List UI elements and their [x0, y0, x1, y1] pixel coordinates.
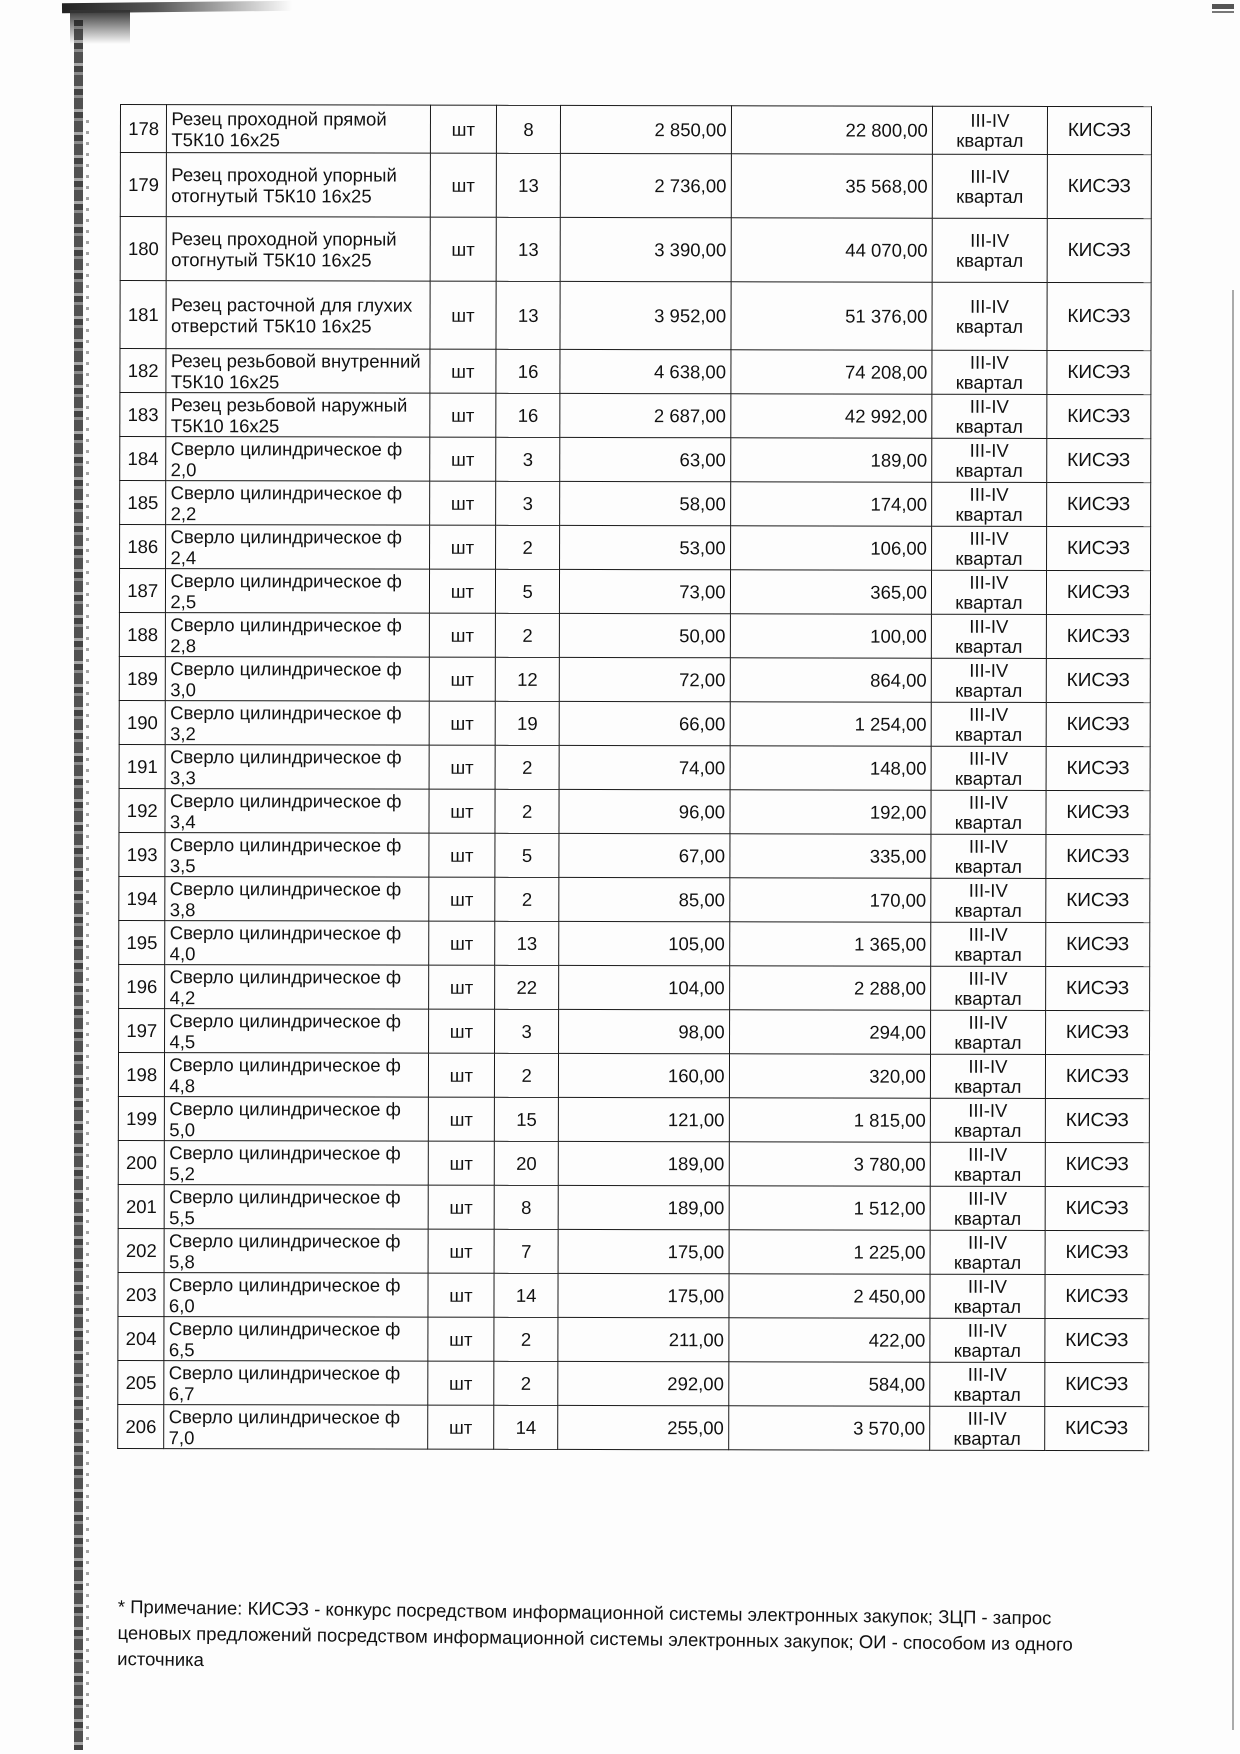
quantity-cell: 13 — [496, 153, 560, 217]
procurement-method-cell: КИСЭЗ — [1047, 106, 1151, 154]
quantity-cell: 3 — [496, 437, 560, 481]
delivery-period-cell: III-IV квартал — [932, 482, 1047, 526]
unit-cell: шт — [428, 1097, 494, 1141]
unit-cell: шт — [430, 153, 496, 217]
quantity-cell: 7 — [494, 1229, 558, 1273]
row-number-cell: 189 — [119, 656, 166, 700]
total-amount-cell: 1 225,00 — [729, 1230, 930, 1274]
delivery-period-cell: III-IV квартал — [930, 1362, 1045, 1406]
delivery-period-cell: III-IV квартал — [931, 702, 1046, 746]
delivery-period-cell: III-IV квартал — [931, 526, 1046, 570]
table-row — [118, 1272, 1149, 1318]
procurement-method-cell: КИСЭЗ — [1045, 1054, 1149, 1098]
item-name-cell: Сверло цилиндрическое ф 6,0 — [164, 1273, 427, 1318]
unit-price-cell: 67,00 — [559, 833, 729, 877]
unit-cell: шт — [429, 701, 495, 745]
item-name-cell: Сверло цилиндрическое ф 4,2 — [165, 965, 428, 1010]
table-row — [119, 569, 1150, 615]
table-row — [118, 1184, 1149, 1230]
procurement-method-cell: КИСЭЗ — [1047, 282, 1151, 350]
table-row — [118, 1228, 1149, 1274]
table-row — [119, 1008, 1150, 1054]
table-body — [118, 105, 1152, 1451]
total-amount-cell: 189,00 — [730, 438, 931, 482]
row-number-cell: 184 — [120, 437, 167, 481]
table-row — [118, 1360, 1149, 1406]
procurement-method-cell: КИСЭЗ — [1046, 570, 1150, 614]
procurement-method-cell: КИСЭЗ — [1045, 1098, 1149, 1142]
footnote: * Примечание: КИСЭЗ - конкурс посредством информационной системы электронных закупок; ЗЦП - запрос ценовых предложений посредством информационной системы электронных закупок; ОИ - способом из одного источника — [117, 1595, 1073, 1671]
item-name-cell: Сверло цилиндрическое ф 2,2 — [166, 481, 429, 526]
total-amount-cell: 22 800,00 — [731, 106, 932, 154]
quantity-cell: 13 — [496, 217, 560, 281]
procurement-method-cell: КИСЭЗ — [1047, 438, 1151, 482]
quantity-cell: 2 — [496, 525, 560, 569]
total-amount-cell: 192,00 — [730, 790, 931, 834]
total-amount-cell: 2 450,00 — [729, 1274, 930, 1318]
table-row — [120, 153, 1151, 219]
quantity-cell: 8 — [494, 1185, 558, 1229]
quantity-cell: 5 — [495, 833, 559, 877]
table-row — [120, 349, 1151, 395]
unit-cell: шт — [427, 1361, 493, 1405]
table-row — [119, 964, 1150, 1010]
unit-price-cell: 175,00 — [558, 1229, 728, 1273]
table-row — [118, 1316, 1149, 1362]
quantity-cell: 3 — [496, 481, 560, 525]
quantity-cell: 8 — [496, 105, 560, 153]
delivery-period-cell: III-IV квартал — [931, 658, 1046, 702]
delivery-period-cell: III-IV квартал — [931, 746, 1046, 790]
table-row — [119, 744, 1150, 790]
quantity-cell: 2 — [495, 877, 559, 921]
total-amount-cell: 74 208,00 — [730, 350, 931, 394]
row-number-cell: 195 — [119, 920, 166, 964]
unit-price-cell: 2 736,00 — [560, 153, 730, 217]
delivery-period-cell: III-IV квартал — [930, 1230, 1045, 1274]
unit-cell: шт — [429, 613, 495, 657]
delivery-period-cell: III-IV квартал — [932, 394, 1047, 438]
procurement-method-cell: КИСЭЗ — [1047, 154, 1151, 218]
item-name-cell: Сверло цилиндрическое ф 3,0 — [166, 657, 429, 702]
table-row — [119, 832, 1150, 878]
quantity-cell: 16 — [496, 393, 560, 437]
unit-cell: шт — [428, 1185, 494, 1229]
unit-price-cell: 4 638,00 — [560, 349, 730, 393]
unit-cell: шт — [428, 1141, 494, 1185]
table-row — [118, 1096, 1149, 1142]
delivery-period-cell: III-IV квартал — [931, 570, 1046, 614]
unit-cell: шт — [430, 217, 496, 281]
item-name-cell: Резец резьбовой наружный Т5К10 16х25 — [166, 393, 429, 438]
quantity-cell: 16 — [496, 349, 560, 393]
row-number-cell: 198 — [118, 1052, 165, 1096]
total-amount-cell: 1 815,00 — [729, 1098, 930, 1142]
delivery-period-cell: III-IV квартал — [931, 834, 1046, 878]
total-amount-cell: 3 570,00 — [728, 1406, 929, 1450]
procurement-method-cell: КИСЭЗ — [1046, 746, 1150, 790]
delivery-period-cell: III-IV квартал — [930, 1098, 1045, 1142]
row-number-cell: 206 — [118, 1404, 165, 1448]
table-row — [119, 920, 1150, 966]
quantity-cell: 15 — [494, 1097, 558, 1141]
unit-price-cell: 63,00 — [560, 437, 730, 481]
unit-price-cell: 50,00 — [560, 613, 730, 657]
unit-cell: шт — [430, 349, 496, 393]
quantity-cell: 2 — [494, 1053, 558, 1097]
row-number-cell: 188 — [119, 612, 166, 656]
unit-cell: шт — [429, 437, 495, 481]
row-number-cell: 190 — [119, 700, 166, 744]
procurement-method-cell: КИСЭЗ — [1045, 1230, 1149, 1274]
procurement-method-cell: КИСЭЗ — [1045, 1406, 1149, 1450]
unit-cell: шт — [430, 393, 496, 437]
table-row — [119, 612, 1150, 658]
quantity-cell: 14 — [494, 1273, 558, 1317]
row-number-cell: 179 — [120, 153, 167, 217]
delivery-period-cell: III-IV квартал — [932, 350, 1047, 394]
row-number-cell: 187 — [119, 569, 166, 613]
item-name-cell: Сверло цилиндрическое ф 3,5 — [165, 833, 428, 878]
total-amount-cell: 100,00 — [730, 614, 931, 658]
row-number-cell: 203 — [118, 1272, 165, 1316]
total-amount-cell: 170,00 — [729, 878, 930, 922]
procurement-method-cell: КИСЭЗ — [1045, 1186, 1149, 1230]
unit-price-cell: 2 850,00 — [561, 105, 731, 153]
scan-edge-mark — [1212, 4, 1234, 9]
unit-cell: шт — [428, 921, 494, 965]
delivery-period-cell: III-IV квартал — [932, 218, 1047, 282]
table-row — [118, 1052, 1149, 1098]
table-row — [118, 1404, 1149, 1450]
total-amount-cell: 294,00 — [729, 1010, 930, 1054]
unit-cell: шт — [429, 877, 495, 921]
item-name-cell: Сверло цилиндрическое ф 2,8 — [166, 613, 429, 658]
procurement-method-cell: КИСЭЗ — [1047, 218, 1151, 282]
unit-price-cell: 160,00 — [559, 1053, 729, 1097]
row-number-cell: 178 — [120, 105, 167, 153]
unit-price-cell: 121,00 — [559, 1097, 729, 1141]
item-name-cell: Сверло цилиндрическое ф 5,2 — [165, 1141, 428, 1186]
item-name-cell: Резец расточной для глухих отверстий Т5К10 16х25 — [166, 281, 429, 350]
quantity-cell: 19 — [495, 701, 559, 745]
row-number-cell: 202 — [118, 1228, 165, 1272]
unit-price-cell: 85,00 — [559, 877, 729, 921]
total-amount-cell: 1 254,00 — [730, 702, 931, 746]
quantity-cell: 22 — [495, 965, 559, 1009]
procurement-method-cell: КИСЭЗ — [1046, 922, 1150, 966]
item-name-cell: Резец проходной прямой Т5К10 16х25 — [167, 105, 430, 154]
unit-cell: шт — [430, 105, 496, 153]
row-number-cell: 185 — [120, 481, 167, 525]
unit-price-cell: 66,00 — [559, 701, 729, 745]
procurement-method-cell: КИСЭЗ — [1047, 482, 1151, 526]
quantity-cell: 3 — [495, 1009, 559, 1053]
unit-cell: шт — [428, 1229, 494, 1273]
item-name-cell: Сверло цилиндрическое ф 2,4 — [166, 525, 429, 570]
unit-cell: шт — [428, 1273, 494, 1317]
scan-edge-mark — [1212, 11, 1234, 13]
total-amount-cell: 106,00 — [730, 526, 931, 570]
total-amount-cell: 1 512,00 — [729, 1186, 930, 1230]
item-name-cell: Сверло цилиндрическое ф 7,0 — [164, 1405, 427, 1450]
row-number-cell: 204 — [118, 1316, 165, 1360]
unit-price-cell: 189,00 — [558, 1141, 728, 1185]
procurement-method-cell: КИСЭЗ — [1045, 1318, 1149, 1362]
table-row — [120, 481, 1151, 527]
item-name-cell: Сверло цилиндрическое ф 4,8 — [165, 1053, 428, 1098]
unit-cell: шт — [429, 745, 495, 789]
row-number-cell: 196 — [119, 964, 166, 1008]
row-number-cell: 191 — [119, 744, 166, 788]
item-name-cell: Сверло цилиндрическое ф 6,7 — [164, 1361, 427, 1406]
total-amount-cell: 1 365,00 — [729, 922, 930, 966]
unit-cell: шт — [428, 965, 494, 1009]
delivery-period-cell: III-IV квартал — [931, 966, 1046, 1010]
table-row — [120, 437, 1151, 483]
row-number-cell: 181 — [120, 281, 167, 349]
row-number-cell: 199 — [118, 1096, 165, 1140]
quantity-cell: 2 — [495, 789, 559, 833]
item-name-cell: Резец резьбовой внутренний Т5К10 16х25 — [166, 349, 429, 394]
delivery-period-cell: III-IV квартал — [930, 1054, 1045, 1098]
total-amount-cell: 42 992,00 — [730, 394, 931, 438]
item-name-cell: Резец проходной упорный отогнутый Т5К10 16х25 — [167, 217, 430, 282]
procurement-method-cell: КИСЭЗ — [1046, 878, 1150, 922]
delivery-period-cell: III-IV квартал — [931, 878, 1046, 922]
delivery-period-cell: III-IV квартал — [932, 282, 1047, 350]
quantity-cell: 5 — [496, 569, 560, 613]
unit-cell: шт — [430, 281, 497, 349]
unit-price-cell: 98,00 — [559, 1009, 729, 1053]
unit-price-cell: 2 687,00 — [560, 393, 730, 437]
unit-price-cell: 3 952,00 — [560, 281, 730, 349]
quantity-cell: 14 — [494, 1405, 558, 1449]
procurement-method-cell: КИСЭЗ — [1045, 1010, 1149, 1054]
total-amount-cell: 864,00 — [730, 658, 931, 702]
total-amount-cell: 365,00 — [730, 570, 931, 614]
unit-price-cell: 73,00 — [560, 569, 730, 613]
unit-price-cell: 96,00 — [559, 789, 729, 833]
row-number-cell: 180 — [120, 217, 167, 281]
procurement-method-cell: КИСЭЗ — [1046, 658, 1150, 702]
document-sheet — [117, 104, 1152, 1451]
total-amount-cell: 51 376,00 — [731, 282, 932, 350]
total-amount-cell: 2 288,00 — [729, 966, 930, 1010]
unit-price-cell: 3 390,00 — [560, 217, 730, 281]
row-number-cell: 205 — [118, 1360, 165, 1404]
total-amount-cell: 148,00 — [730, 746, 931, 790]
unit-cell: шт — [428, 1317, 494, 1361]
procurement-method-cell: КИСЭЗ — [1047, 394, 1151, 438]
procurement-method-cell: КИСЭЗ — [1046, 790, 1150, 834]
row-number-cell: 192 — [119, 788, 166, 832]
procurement-method-cell: КИСЭЗ — [1046, 702, 1150, 746]
item-name-cell: Сверло цилиндрическое ф 5,8 — [165, 1229, 428, 1274]
delivery-period-cell: III-IV квартал — [930, 1274, 1045, 1318]
total-amount-cell: 44 070,00 — [731, 218, 932, 282]
item-name-cell: Сверло цилиндрическое ф 4,5 — [165, 1009, 428, 1054]
procurement-method-cell: КИСЭЗ — [1046, 834, 1150, 878]
table-row — [119, 876, 1150, 922]
scan-edge-mark — [86, 120, 89, 1740]
item-name-cell: Сверло цилиндрическое ф 5,0 — [165, 1097, 428, 1142]
unit-price-cell: 104,00 — [559, 965, 729, 1009]
delivery-period-cell: III-IV квартал — [931, 790, 1046, 834]
total-amount-cell: 335,00 — [729, 834, 930, 878]
delivery-period-cell: III-IV квартал — [930, 1318, 1045, 1362]
procurement-method-cell: КИСЭЗ — [1045, 1274, 1149, 1318]
table-row — [120, 217, 1151, 283]
quantity-cell: 2 — [495, 745, 559, 789]
scan-edge-mark — [74, 20, 83, 1750]
row-number-cell: 193 — [119, 832, 166, 876]
quantity-cell: 2 — [494, 1361, 558, 1405]
unit-cell: шт — [428, 1053, 494, 1097]
quantity-cell: 2 — [495, 613, 559, 657]
item-name-cell: Сверло цилиндрическое ф 3,8 — [165, 877, 428, 922]
total-amount-cell: 35 568,00 — [731, 154, 932, 218]
procurement-method-cell: КИСЭЗ — [1046, 966, 1150, 1010]
unit-price-cell: 189,00 — [558, 1185, 728, 1229]
total-amount-cell: 320,00 — [729, 1054, 930, 1098]
item-name-cell: Сверло цилиндрическое ф 3,3 — [166, 745, 429, 790]
unit-price-cell: 211,00 — [558, 1317, 728, 1361]
delivery-period-cell: III-IV квартал — [930, 1010, 1045, 1054]
unit-price-cell: 255,00 — [558, 1405, 728, 1449]
delivery-period-cell: III-IV квартал — [932, 106, 1047, 154]
delivery-period-cell: III-IV квартал — [930, 1142, 1045, 1186]
total-amount-cell: 3 780,00 — [729, 1142, 930, 1186]
row-number-cell: 182 — [120, 349, 167, 393]
table-row — [120, 105, 1151, 155]
procurement-method-cell: КИСЭЗ — [1046, 526, 1150, 570]
item-name-cell: Резец проходной упорный отогнутый Т5К10 16х25 — [167, 153, 430, 218]
item-name-cell: Сверло цилиндрическое ф 5,5 — [165, 1185, 428, 1230]
row-number-cell: 183 — [120, 393, 167, 437]
total-amount-cell: 174,00 — [730, 482, 931, 526]
unit-cell: шт — [429, 833, 495, 877]
table-row — [120, 393, 1151, 439]
unit-cell: шт — [429, 657, 495, 701]
item-name-cell: Сверло цилиндрическое ф 3,4 — [165, 789, 428, 834]
row-number-cell: 201 — [118, 1184, 165, 1228]
unit-price-cell: 72,00 — [559, 657, 729, 701]
row-number-cell: 186 — [120, 525, 167, 569]
unit-price-cell: 292,00 — [558, 1361, 728, 1405]
table-row — [120, 281, 1151, 351]
table-row — [120, 525, 1151, 571]
delivery-period-cell: III-IV квартал — [930, 1406, 1045, 1450]
row-number-cell: 200 — [118, 1140, 165, 1184]
unit-cell: шт — [429, 481, 495, 525]
procurement-table — [117, 104, 1152, 1451]
procurement-method-cell: КИСЭЗ — [1045, 1362, 1149, 1406]
item-name-cell: Сверло цилиндрическое ф 4,0 — [165, 921, 428, 966]
table-row — [119, 656, 1150, 702]
unit-cell: шт — [427, 1405, 493, 1449]
item-name-cell: Сверло цилиндрическое ф 3,2 — [166, 701, 429, 746]
row-number-cell: 197 — [119, 1008, 166, 1052]
unit-price-cell: 58,00 — [560, 481, 730, 525]
delivery-period-cell: III-IV квартал — [931, 922, 1046, 966]
scan-edge-mark — [1232, 290, 1234, 1730]
quantity-cell: 12 — [495, 657, 559, 701]
row-number-cell: 194 — [119, 876, 166, 920]
table-row — [119, 788, 1150, 834]
item-name-cell: Сверло цилиндрическое ф 6,5 — [164, 1317, 427, 1362]
total-amount-cell: 584,00 — [728, 1362, 929, 1406]
delivery-period-cell: III-IV квартал — [931, 614, 1046, 658]
item-name-cell: Сверло цилиндрическое ф 2,0 — [166, 437, 429, 482]
unit-cell: шт — [429, 789, 495, 833]
procurement-method-cell: КИСЭЗ — [1045, 1142, 1149, 1186]
quantity-cell: 20 — [494, 1141, 558, 1185]
total-amount-cell: 422,00 — [728, 1318, 929, 1362]
unit-price-cell: 175,00 — [558, 1273, 728, 1317]
table-row — [118, 1140, 1149, 1186]
unit-price-cell: 74,00 — [559, 745, 729, 789]
unit-price-cell: 105,00 — [559, 921, 729, 965]
table-row — [119, 700, 1150, 746]
unit-cell: шт — [429, 525, 495, 569]
procurement-method-cell: КИСЭЗ — [1047, 350, 1151, 394]
quantity-cell: 13 — [495, 921, 559, 965]
delivery-period-cell: III-IV квартал — [932, 154, 1047, 218]
procurement-method-cell: КИСЭЗ — [1046, 614, 1150, 658]
delivery-period-cell: III-IV квартал — [930, 1186, 1045, 1230]
item-name-cell: Сверло цилиндрическое ф 2,5 — [166, 569, 429, 614]
quantity-cell: 2 — [494, 1317, 558, 1361]
unit-cell: шт — [428, 1009, 494, 1053]
delivery-period-cell: III-IV квартал — [932, 438, 1047, 482]
unit-cell: шт — [429, 569, 495, 613]
unit-price-cell: 53,00 — [560, 525, 730, 569]
quantity-cell: 13 — [496, 281, 560, 349]
